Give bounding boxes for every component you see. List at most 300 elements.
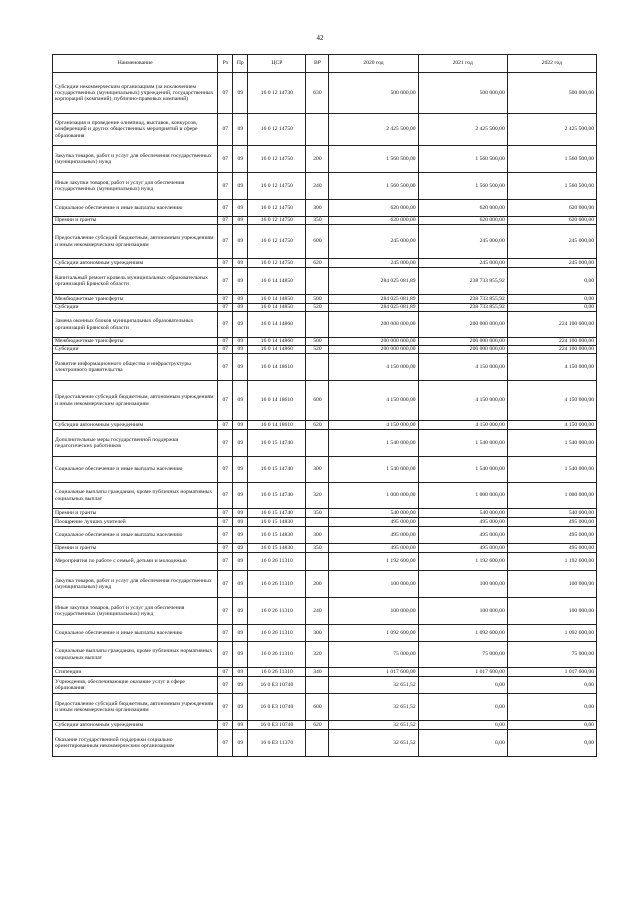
row-csr: 16 0 14 14850 (248, 295, 306, 304)
table-row (53, 146, 597, 173)
row-rz: 07 (218, 509, 233, 518)
row-pr: 09 (233, 421, 248, 430)
row-rz: 07 (218, 730, 233, 757)
row-csr: 16 0 14 14860 (248, 312, 306, 338)
table-row (53, 295, 597, 304)
table-row (53, 721, 597, 730)
row-name: Социальные выплаты гражданам, кроме публичных нормативных социальных выплат (53, 483, 218, 509)
row-amount-2021: 245 000,00 (418, 259, 507, 268)
row-amount-2022: 224 100 000,00 (507, 338, 596, 346)
row-csr: 16 0 12 14750 (248, 114, 306, 146)
row-amount-2021: 1 540 000,00 (418, 457, 507, 483)
table-row (53, 421, 597, 430)
table-row (53, 114, 597, 146)
row-vr: 300 (306, 527, 329, 544)
row-name: Иные закупки товаров, работ и услуг для обеспечения государственных (муниципальных) нужд (53, 598, 218, 625)
row-rz: 07 (218, 553, 233, 571)
row-vr: 500 (306, 338, 329, 346)
row-csr: 16 0 12 14750 (248, 217, 306, 225)
row-amount-2020: 1 540 000,00 (329, 430, 418, 457)
row-amount-2021: 0,00 (418, 694, 507, 721)
table-row (53, 200, 597, 217)
table-header-row (53, 55, 597, 73)
row-vr: 350 (306, 509, 329, 518)
row-vr: 320 (306, 483, 329, 509)
row-amount-2022: 0,00 (507, 268, 596, 295)
row-name: Межбюджетные трансферты (53, 295, 218, 304)
row-csr: 16 0 26 11310 (248, 598, 306, 625)
row-rz: 07 (218, 571, 233, 598)
row-pr: 09 (233, 677, 248, 694)
row-pr: 09 (233, 553, 248, 571)
row-rz: 07 (218, 200, 233, 217)
row-rz: 07 (218, 457, 233, 483)
row-amount-2021: 238 733 855,92 (418, 304, 507, 312)
table-row (53, 553, 597, 571)
row-name: Субсидии автономным учреждениям (53, 421, 218, 430)
table-row (53, 225, 597, 259)
row-pr: 09 (233, 457, 248, 483)
row-vr: 350 (306, 544, 329, 553)
row-rz: 07 (218, 346, 233, 354)
row-name: Социальное обеспечение и иные выплаты населению (53, 625, 218, 642)
table-row (53, 346, 597, 354)
row-amount-2021: 238 733 855,92 (418, 268, 507, 295)
row-name: Стипендии (53, 668, 218, 677)
row-vr (306, 312, 329, 338)
column-header-pr: Пр (233, 55, 248, 73)
row-amount-2022: 0,00 (507, 730, 596, 757)
row-amount-2021: 1 017 600,00 (418, 668, 507, 677)
row-csr: 16 0 15 14740 (248, 483, 306, 509)
row-vr (306, 730, 329, 757)
table-row (53, 625, 597, 642)
page-number: 42 (316, 34, 324, 42)
row-amount-2020: 1 540 000,00 (329, 457, 418, 483)
column-header-csr: ЦСР (248, 55, 306, 73)
row-name: Предоставление субсидий бюджетным, автономным учреждениям и иным некоммерческим организациям (53, 381, 218, 421)
table-row (53, 354, 597, 381)
row-rz: 07 (218, 527, 233, 544)
row-pr: 09 (233, 381, 248, 421)
row-amount-2022: 245 000,00 (507, 225, 596, 259)
row-amount-2020: 245 000,00 (329, 225, 418, 259)
row-pr: 09 (233, 598, 248, 625)
row-amount-2022: 75 000,00 (507, 642, 596, 668)
row-amount-2021: 100 000,00 (418, 598, 507, 625)
row-amount-2020: 1 560 500,00 (329, 173, 418, 200)
row-vr: 620 (306, 421, 329, 430)
row-pr: 09 (233, 259, 248, 268)
row-vr: 200 (306, 571, 329, 598)
row-csr: 16 0 14 14860 (248, 338, 306, 346)
row-pr: 09 (233, 518, 248, 527)
row-name: Организация и проведение олимпиад, выставок, конкурсов, конференций и других общественных мероприятий в сфере образования (53, 114, 218, 146)
row-pr: 09 (233, 295, 248, 304)
row-name: Межбюджетные трансферты (53, 338, 218, 346)
table-row (53, 642, 597, 668)
row-amount-2021: 4 150 000,00 (418, 381, 507, 421)
row-csr: 16 0 12 14750 (248, 173, 306, 200)
row-pr: 09 (233, 625, 248, 642)
row-name: Мероприятия по работе с семьей, детьми и молодежью (53, 553, 218, 571)
row-name: Субсидии автономным учреждениям (53, 259, 218, 268)
row-amount-2021: 1 560 500,00 (418, 146, 507, 173)
row-amount-2022: 224 100 000,00 (507, 312, 596, 338)
row-pr: 09 (233, 571, 248, 598)
row-amount-2021: 0,00 (418, 730, 507, 757)
row-csr: 16 0 14 18610 (248, 354, 306, 381)
row-pr: 09 (233, 304, 248, 312)
table-row (53, 217, 597, 225)
row-amount-2022: 1 000 000,00 (507, 483, 596, 509)
row-amount-2020: 500 000,00 (329, 73, 418, 114)
row-amount-2022: 500 000,00 (507, 73, 596, 114)
row-rz: 07 (218, 598, 233, 625)
row-amount-2022: 0,00 (507, 295, 596, 304)
row-amount-2022: 100 000,00 (507, 571, 596, 598)
table-row (53, 694, 597, 721)
row-pr: 09 (233, 527, 248, 544)
row-amount-2020: 495 000,00 (329, 518, 418, 527)
row-amount-2021: 75 000,00 (418, 642, 507, 668)
table-row (53, 173, 597, 200)
row-amount-2020: 1 017 600,00 (329, 668, 418, 677)
row-vr: 600 (306, 225, 329, 259)
row-amount-2022: 4 150 000,00 (507, 381, 596, 421)
row-vr (306, 430, 329, 457)
row-csr: 16 0 14 14860 (248, 346, 306, 354)
row-vr: 240 (306, 598, 329, 625)
row-amount-2020: 1 192 600,00 (329, 553, 418, 571)
row-amount-2022: 495 000,00 (507, 544, 596, 553)
row-pr: 09 (233, 544, 248, 553)
row-amount-2020: 284 025 081,89 (329, 295, 418, 304)
row-rz: 07 (218, 338, 233, 346)
row-rz: 07 (218, 677, 233, 694)
row-vr: 240 (306, 173, 329, 200)
row-pr: 09 (233, 200, 248, 217)
row-rz: 07 (218, 217, 233, 225)
table-row (53, 312, 597, 338)
row-amount-2021: 1 560 500,00 (418, 173, 507, 200)
row-csr: 16 0 12 14750 (248, 146, 306, 173)
row-csr: 16 0 15 14740 (248, 509, 306, 518)
row-rz: 07 (218, 146, 233, 173)
row-amount-2020: 200 000 000,00 (329, 312, 418, 338)
row-vr: 320 (306, 642, 329, 668)
row-csr: 16 0 14 14850 (248, 304, 306, 312)
row-csr: 16 0 26 11310 (248, 625, 306, 642)
row-vr: 340 (306, 668, 329, 677)
row-amount-2021: 1 000 000,00 (418, 483, 507, 509)
table-row (53, 430, 597, 457)
row-rz: 07 (218, 304, 233, 312)
row-amount-2022: 0,00 (507, 304, 596, 312)
row-amount-2020: 4 150 000,00 (329, 421, 418, 430)
row-name: Предоставление субсидий бюджетным, автономным учреждениям и иным некоммерческим организациям (53, 694, 218, 721)
row-amount-2020: 100 000,00 (329, 598, 418, 625)
row-rz: 07 (218, 483, 233, 509)
row-name: Закупка товаров, работ и услуг для обеспечения государственных (муниципальных) нужд (53, 146, 218, 173)
row-pr: 09 (233, 268, 248, 295)
table-row (53, 338, 597, 346)
row-rz: 07 (218, 625, 233, 642)
row-vr (306, 518, 329, 527)
row-rz: 07 (218, 73, 233, 114)
column-header-2020: 2020 год (329, 55, 418, 73)
row-name: Замена оконных блоков муниципальных образовательных организаций Брянской области (53, 312, 218, 338)
row-rz: 07 (218, 668, 233, 677)
row-rz: 07 (218, 721, 233, 730)
row-amount-2020: 32 651,52 (329, 694, 418, 721)
row-rz: 07 (218, 642, 233, 668)
row-name: Дополнительные меры государственной поддержки педагогических работников (53, 430, 218, 457)
row-csr: 16 0 15 14830 (248, 544, 306, 553)
row-amount-2020: 495 000,00 (329, 527, 418, 544)
row-amount-2021: 200 000 000,00 (418, 346, 507, 354)
table-row (53, 668, 597, 677)
row-vr: 520 (306, 346, 329, 354)
row-amount-2020: 540 000,00 (329, 509, 418, 518)
row-amount-2020: 2 425 500,00 (329, 114, 418, 146)
row-csr: 16 0 15 14830 (248, 518, 306, 527)
row-amount-2020: 4 150 000,00 (329, 354, 418, 381)
row-csr: 16 0 12 14750 (248, 225, 306, 259)
row-amount-2020: 4 150 000,00 (329, 381, 418, 421)
row-vr (306, 677, 329, 694)
row-rz: 07 (218, 114, 233, 146)
row-amount-2020: 284 025 081,89 (329, 268, 418, 295)
row-amount-2021: 1 092 600,00 (418, 625, 507, 642)
row-amount-2020: 32 651,52 (329, 721, 418, 730)
row-amount-2022: 540 000,00 (507, 509, 596, 518)
row-amount-2022: 1 192 600,00 (507, 553, 596, 571)
table-row (53, 527, 597, 544)
row-rz: 07 (218, 268, 233, 295)
row-amount-2022: 1 540 000,00 (507, 430, 596, 457)
row-amount-2022: 620 000,00 (507, 217, 596, 225)
row-vr: 500 (306, 295, 329, 304)
table-row (53, 259, 597, 268)
row-amount-2020: 1 000 000,00 (329, 483, 418, 509)
row-amount-2022: 245 000,00 (507, 259, 596, 268)
row-vr: 300 (306, 625, 329, 642)
table-row (53, 518, 597, 527)
row-amount-2022: 1 092 600,00 (507, 625, 596, 642)
row-amount-2020: 100 000,00 (329, 571, 418, 598)
row-name: Премии и гранты (53, 544, 218, 553)
row-amount-2021: 200 000 000,00 (418, 338, 507, 346)
row-vr: 620 (306, 721, 329, 730)
row-pr: 09 (233, 338, 248, 346)
row-csr: 16 0 26 11310 (248, 571, 306, 598)
row-pr: 09 (233, 354, 248, 381)
row-amount-2020: 284 025 081,89 (329, 304, 418, 312)
row-pr: 09 (233, 483, 248, 509)
row-amount-2020: 32 651,52 (329, 677, 418, 694)
row-vr: 630 (306, 73, 329, 114)
row-name: Субсидии автономным учреждениям (53, 721, 218, 730)
table-row (53, 483, 597, 509)
row-name: Социальное обеспечение и иные выплаты населению (53, 527, 218, 544)
row-name: Закупка товаров, работ и услуг для обеспечения государственных (муниципальных) нужд (53, 571, 218, 598)
row-pr: 09 (233, 173, 248, 200)
row-csr: 16 0 Е3 10740 (248, 677, 306, 694)
row-name: Учреждения, обеспечивающие оказание услуг в сфере образования (53, 677, 218, 694)
row-pr: 09 (233, 721, 248, 730)
row-pr: 09 (233, 509, 248, 518)
row-vr: 620 (306, 259, 329, 268)
row-amount-2021: 1 540 000,00 (418, 430, 507, 457)
row-amount-2021: 620 000,00 (418, 200, 507, 217)
row-name: Субсидии (53, 304, 218, 312)
row-name: Капитальный ремонт кровель муниципальных образовательных организаций Брянской области (53, 268, 218, 295)
column-header-vr: ВР (306, 55, 329, 73)
table-row (53, 571, 597, 598)
row-vr: 600 (306, 381, 329, 421)
row-csr: 16 0 14 18610 (248, 381, 306, 421)
row-name: Премии и гранты (53, 217, 218, 225)
table-row (53, 73, 597, 114)
row-csr: 16 0 26 11310 (248, 668, 306, 677)
row-amount-2022: 1 017 600,00 (507, 668, 596, 677)
row-pr: 09 (233, 430, 248, 457)
row-pr: 09 (233, 730, 248, 757)
row-name: Субсидии (53, 346, 218, 354)
row-amount-2020: 245 000,00 (329, 259, 418, 268)
table-row (53, 304, 597, 312)
row-amount-2022: 0,00 (507, 677, 596, 694)
row-amount-2021: 4 150 000,00 (418, 354, 507, 381)
row-rz: 07 (218, 430, 233, 457)
row-amount-2021: 4 150 000,00 (418, 421, 507, 430)
table-row (53, 598, 597, 625)
row-amount-2022: 100 000,00 (507, 598, 596, 625)
row-amount-2020: 75 000,00 (329, 642, 418, 668)
row-name: Социальное обеспечение и иные выплаты населению (53, 457, 218, 483)
row-pr: 09 (233, 225, 248, 259)
row-csr: 16 0 14 14850 (248, 268, 306, 295)
row-amount-2021: 2 425 500,00 (418, 114, 507, 146)
table-body (53, 73, 597, 757)
row-name: Иные закупки товаров, работ и услуг для обеспечения государственных (муниципальных) нужд (53, 173, 218, 200)
row-amount-2022: 1 560 500,00 (507, 146, 596, 173)
row-name: Предоставление субсидий бюджетным, автономным учреждениям и иным некоммерческим организациям (53, 225, 218, 259)
row-amount-2020: 1 092 600,00 (329, 625, 418, 642)
row-pr: 09 (233, 146, 248, 173)
table-row (53, 730, 597, 757)
row-amount-2022: 1 540 000,00 (507, 457, 596, 483)
row-amount-2022: 0,00 (507, 721, 596, 730)
row-pr: 09 (233, 642, 248, 668)
row-pr: 09 (233, 73, 248, 114)
row-amount-2021: 495 000,00 (418, 527, 507, 544)
row-vr: 300 (306, 457, 329, 483)
table-row (53, 544, 597, 553)
row-rz: 07 (218, 694, 233, 721)
row-vr: 520 (306, 304, 329, 312)
row-vr: 350 (306, 217, 329, 225)
row-amount-2021: 245 000,00 (418, 225, 507, 259)
table-row (53, 677, 597, 694)
row-amount-2021: 500 000,00 (418, 73, 507, 114)
row-pr: 09 (233, 694, 248, 721)
row-amount-2021: 540 000,00 (418, 509, 507, 518)
column-header-rz: Рз (218, 55, 233, 73)
table-row (53, 509, 597, 518)
row-amount-2021: 495 000,00 (418, 544, 507, 553)
row-csr: 16 0 12 14750 (248, 200, 306, 217)
row-name: Поощрение лучших учителей (53, 518, 218, 527)
row-amount-2021: 0,00 (418, 677, 507, 694)
row-amount-2021: 1 192 600,00 (418, 553, 507, 571)
row-pr: 09 (233, 114, 248, 146)
row-amount-2022: 495 000,00 (507, 527, 596, 544)
table-row (53, 457, 597, 483)
row-amount-2021: 620 000,00 (418, 217, 507, 225)
row-rz: 07 (218, 421, 233, 430)
row-amount-2020: 200 000 000,00 (329, 346, 418, 354)
row-rz: 07 (218, 518, 233, 527)
column-header-2021: 2021 год (418, 55, 507, 73)
row-amount-2020: 1 560 500,00 (329, 146, 418, 173)
row-amount-2022: 224 100 000,00 (507, 346, 596, 354)
row-amount-2020: 495 000,00 (329, 544, 418, 553)
row-csr: 16 0 12 14730 (248, 73, 306, 114)
row-amount-2020: 200 000 000,00 (329, 338, 418, 346)
row-amount-2021: 0,00 (418, 721, 507, 730)
row-csr: 16 0 14 18610 (248, 421, 306, 430)
row-amount-2021: 200 000 000,00 (418, 312, 507, 338)
row-name: Субсидии некоммерческим организациям (за исключением государственных (муниципальных) учреждений, государственных корпораций (компаний), публично-правовых компаний) (53, 73, 218, 114)
row-csr: 16 0 26 11310 (248, 642, 306, 668)
row-pr: 09 (233, 668, 248, 677)
row-pr: 09 (233, 312, 248, 338)
row-rz: 07 (218, 381, 233, 421)
table-row (53, 268, 597, 295)
row-amount-2020: 620 000,00 (329, 217, 418, 225)
row-pr: 09 (233, 217, 248, 225)
row-csr: 16 0 Е3 10740 (248, 694, 306, 721)
row-csr: 16 0 12 14750 (248, 259, 306, 268)
row-vr: 200 (306, 146, 329, 173)
row-csr: 16 0 Е3 10740 (248, 721, 306, 730)
row-amount-2022: 495 000,00 (507, 518, 596, 527)
row-amount-2022: 4 150 000,00 (507, 354, 596, 381)
row-amount-2021: 238 733 855,92 (418, 295, 507, 304)
row-csr: 16 0 15 14830 (248, 527, 306, 544)
table-row (53, 381, 597, 421)
row-amount-2021: 100 000,00 (418, 571, 507, 598)
row-vr (306, 268, 329, 295)
column-header-name: Наименование (53, 55, 218, 73)
row-rz: 07 (218, 259, 233, 268)
row-name: Социальное обеспечение и иные выплаты населению (53, 200, 218, 217)
row-name: Премии и гранты (53, 509, 218, 518)
column-header-2022: 2022 год (507, 55, 596, 73)
row-rz: 07 (218, 312, 233, 338)
row-name: Социальные выплаты гражданам, кроме публичных нормативных социальных выплат (53, 642, 218, 668)
row-amount-2022: 620 000,00 (507, 200, 596, 217)
row-amount-2022: 2 425 500,00 (507, 114, 596, 146)
row-amount-2020: 32 651,52 (329, 730, 418, 757)
row-amount-2022: 0,00 (507, 694, 596, 721)
row-csr: 16 0 Е3 11370 (248, 730, 306, 757)
row-rz: 07 (218, 173, 233, 200)
row-amount-2020: 620 000,00 (329, 200, 418, 217)
row-amount-2022: 1 560 500,00 (507, 173, 596, 200)
